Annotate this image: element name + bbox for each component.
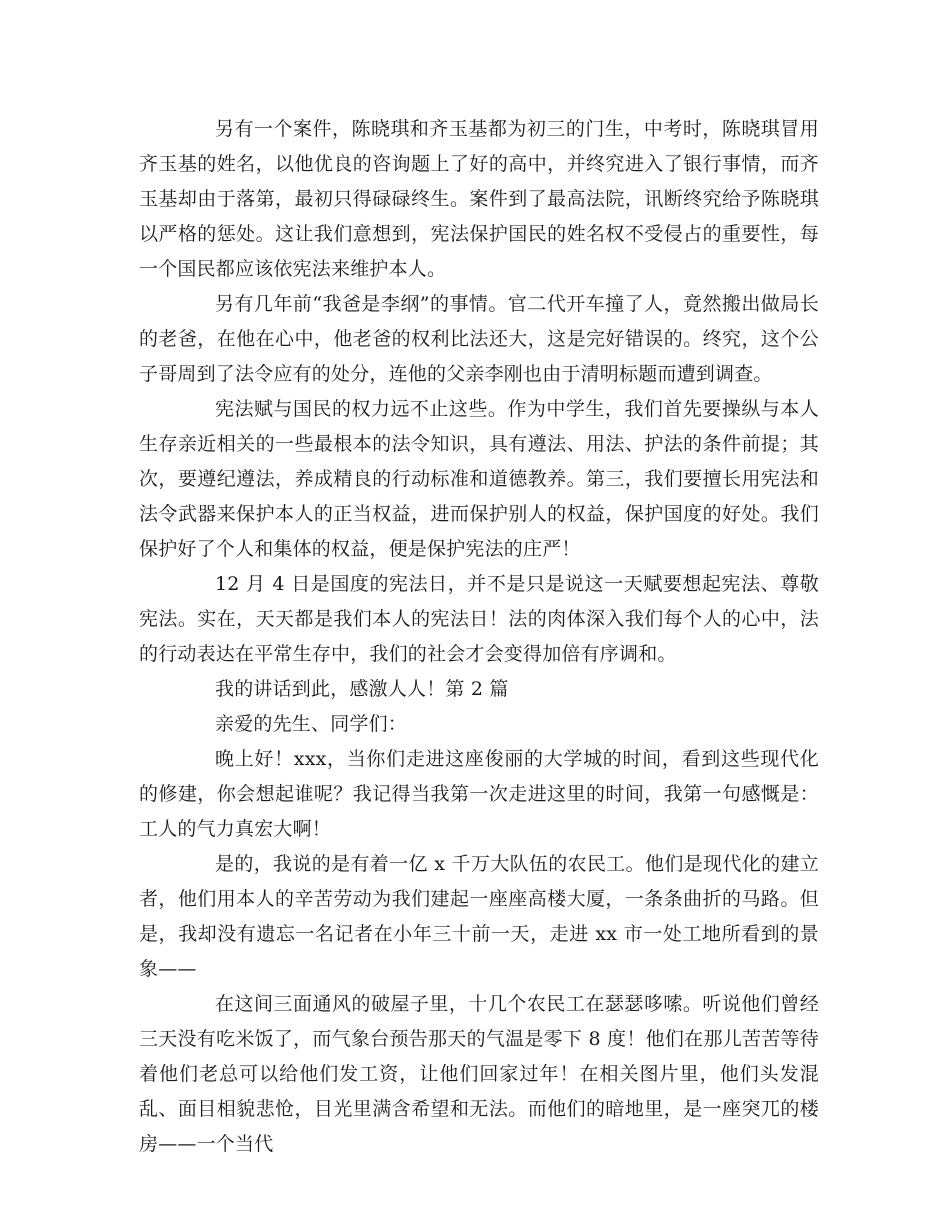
paragraph-li-gang-incident: 另有几年前“我爸是李纲”的事情。官二代开车撞了人，竟然搬出做局长的老爸，在他在心中，他老爸的权利比法还大，这是完好错误的。终究，这个公子哥周到了法令应有的处分，连他的父亲李刚也由于清明标题而遭到调查。 — [139, 293, 819, 385]
paragraph-constitutional-rights: 宪法赋与国民的权力远不止这些。作为中学生，我们首先要操纵与本人生存亲近相关的一些最根本的法令知识，具有遵法、用法、护法的条件前提；其次，要遵纪遵法，养成精良的行动标准和道德教养。第三，我们要擅长用宪法和法令武器来保护本人的正当权益，进而保护别人的权益，保护国度的好处。我们保护好了个人和集体的权益，便是保护宪法的庄严！ — [139, 398, 819, 560]
paragraph-salutation: 亲爱的先生、同学们： — [215, 713, 408, 735]
paragraph-closing-remark: 我的讲话到此，感激人人！第 2 篇 — [215, 678, 509, 700]
paragraph-broken-house-scene: 在这间三面通风的破屋子里，十几个农民工在瑟瑟哆嗦。听说他们曾经三天没有吃米饭了，而气象台预告那天的气温是零下 8 度！他们在那儿苦苦等待着他们老总可以给他们发工资，让他们回家过年！在相关图片里，他们头发混乱、面目相貌悲怆，目光里满含希望和无法。而他们的暗地里，是一座突兀的楼房——一个当代 — [139, 993, 819, 1155]
paragraph-case-chen-xiaoqi: 另有一个案件，陈晓琪和齐玉基都为初三的门生，中考时，陈晓琪冒用齐玉基的姓名，以他优良的咨询题上了好的高中，并终究进入了银行事情，而齐玉基却由于落第，最初只得碌碌终生。案件到了最高法院，讯断终究给予陈晓琪以严格的惩处。这让我们意想到，宪法保护国民的姓名权不受侵占的重要性，每一个国民都应该依宪法来维护本人。 — [139, 118, 819, 280]
paragraph-greeting: 晚上好！xxx，当你们走进这座俊丽的大学城的时间，看到这些现代化的修建，你会想起谁呢？我记得当我第一次走进这里的时间，我第一句感慨是：工人的气力真宏大啊！ — [139, 748, 819, 840]
paragraph-migrant-workers: 是的，我说的是有着一亿 x 千万大队伍的农民工。他们是现代化的建立者，他们用本人的辛苦劳动为我们建起一座座高楼大厦，一条条曲折的马路。但是，我却没有遗忘一名记者在小年三十前一天，走进 xx 市一处工地所看到的景象—— — [139, 853, 819, 980]
document-body — [139, 112, 819, 1162]
paragraph-constitution-day: 12 月 4 日是国度的宪法日，并不是只是说这一天赋要想起宪法、尊敬宪法。实在，天天都是我们本人的宪法日！法的肉体深入我们每个人的心中，法的行动表达在平常生存中，我们的社会才会变得加倍有序调和。 — [139, 573, 819, 665]
